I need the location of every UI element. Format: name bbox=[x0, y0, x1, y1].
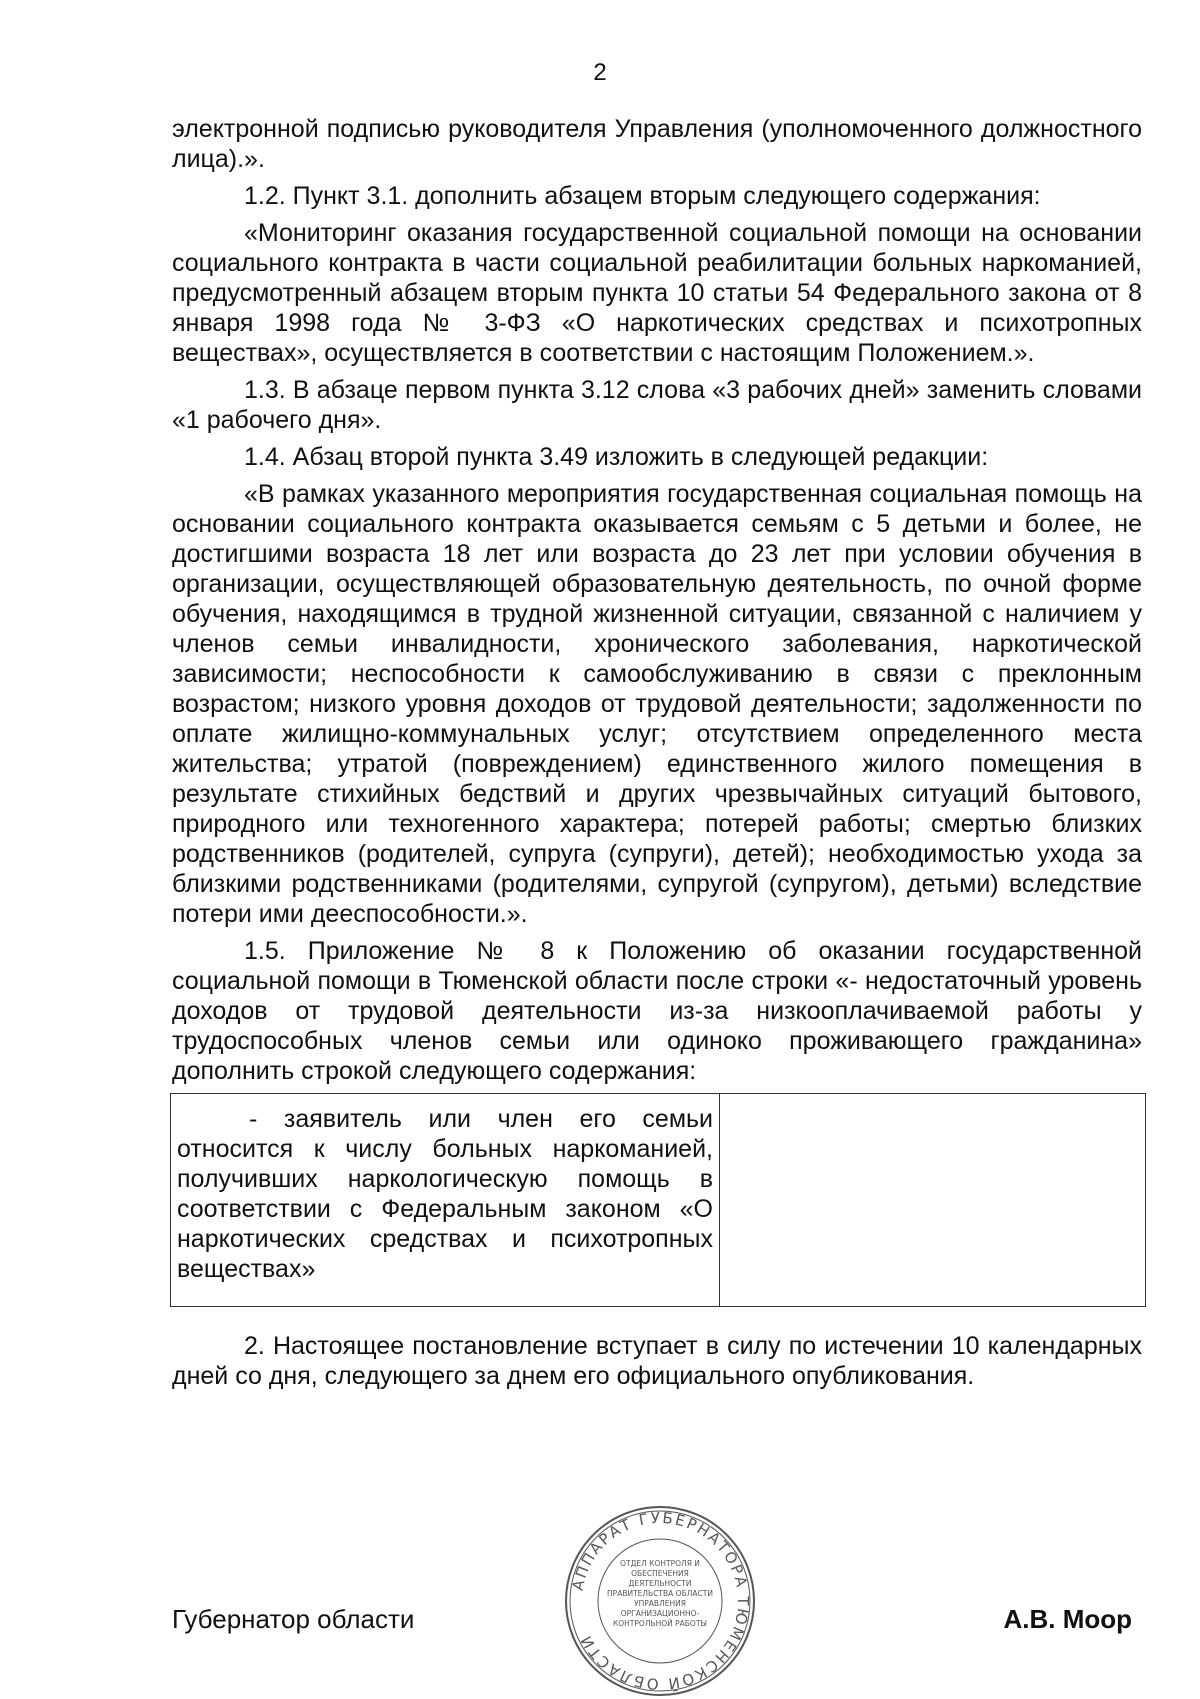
signatory-title: Губернатор области bbox=[172, 1604, 415, 1634]
signatory-name: А.В. Моор bbox=[1003, 1604, 1132, 1634]
paragraph-1-5: 1.5. Приложение № 8 к Положению об оказании государственной социальной помощи в Тюменской области после строки «- недостаточный уровень доходов от трудовой деятельности из-за низкооплачиваемой работы у трудоспособных членов семьи или одиноко проживающего гражданина» дополнить строкой следующего содержания: bbox=[172, 937, 1142, 1085]
table-cell-right bbox=[720, 1094, 1146, 1307]
inserted-row-table bbox=[170, 1093, 1146, 1307]
table-row bbox=[171, 1094, 1146, 1307]
paragraph-monitoring: «Мониторинг оказания государственной социальной помощи на основании социального контракта в части социальной реабилитации больных наркоманией, предусмотренный абзацем вторым пункта 10 статьи 54 Федерального закона от 8 января 1998 года № 3-ФЗ «О наркотических средствах и психотропных веществах», осуществляется в соответствии с настоящим Положением.». bbox=[172, 219, 1142, 367]
table-cell-left bbox=[171, 1094, 720, 1307]
paragraph-1-3: 1.3. В абзаце первом пункта 3.12 слова «3 рабочих дней» заменить словами «1 рабочего дня». bbox=[172, 376, 1142, 434]
page-number: 2 bbox=[593, 59, 607, 86]
table-cell-text: - заявитель или член его семьи относится к числу больных наркоманией, получивших наркологическую помощь в соответствии с Федеральным законом «О наркотических средствах и психотропных веществах» bbox=[177, 1105, 713, 1283]
official-seal-stamp bbox=[562, 1503, 758, 1699]
document-body bbox=[172, 114, 1142, 1398]
paragraph-1-4: 1.4. Абзац второй пункта 3.49 изложить в следующей редакции: bbox=[244, 443, 989, 471]
paragraph-continuation: электронной подписью руководителя Управления (уполномоченного должностного лица).». bbox=[172, 115, 1142, 173]
signature-block bbox=[172, 1604, 1132, 1644]
paragraph-1-2: 1.2. Пункт 3.1. дополнить абзацем вторым следующего содержания: bbox=[244, 182, 1041, 210]
seal-inner-text: ОТДЕЛ КОНТРОЛЯ И ОБЕСПЕЧЕНИЯ ДЕЯТЕЛЬНОСТИ ПРАВИТЕЛЬСТВА ОБЛАСТИ УПРАВЛЕНИЯ ОРГАНИЗАЦИОННО-КОНТРОЛЬНОЙ РАБОТЫ bbox=[607, 1559, 713, 1628]
seal-ring-text: АППАРАТ ГУБЕРНАТОРА ТЮМЕНСКОЙ ОБЛАСТИ bbox=[568, 1508, 753, 1694]
paragraph-social-help: «В рамках указанного мероприятия государственная социальная помощь на основании социального контракта оказывается семьям с 5 детьми и более, не достигшими возраста 18 лет или возраста до 23 лет при условии обучения в организации, осуществляющей образовательную деятельность, по очной форме обучения, находящимся в трудной жизненной ситуации, связанной с наличием у членов семьи инвалидности, хронического заболевания, наркотической зависимости; неспособности к самообслуживанию в связи с преклонным возрастом; низкого уровня доходов от трудовой деятельности; задолженности по оплате жилищно-коммунальных услуг; отсутствием определенного места жительства; утратой (повреждением) единственного жилого помещения в результате стихийных бедствий и других чрезвычайных ситуаций бытового, природного или техногенного характера; потерей работы; смертью близких родственников (родителей, супруга (супруги), детей); необходимостью ухода за близкими родственниками (родителями, супругой (супругом), детьми) вследствие потери ими дееспособности.». bbox=[172, 480, 1142, 928]
paragraph-2: 2. Настоящее постановление вступает в силу по истечении 10 календарных дней со дня, следующего за днем его официального опубликования. bbox=[172, 1332, 1142, 1390]
